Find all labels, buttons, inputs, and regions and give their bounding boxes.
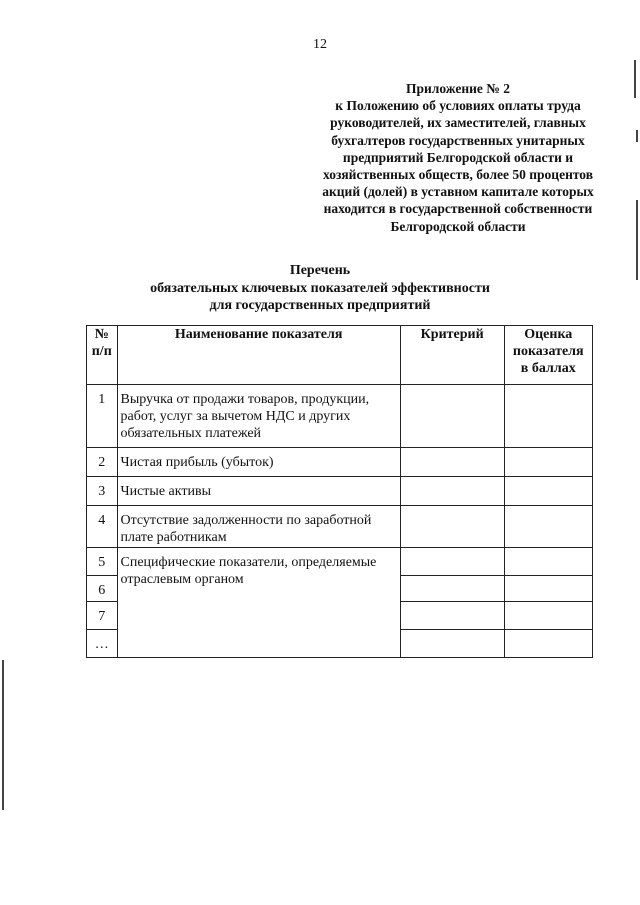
title-line: для государственных предприятий xyxy=(209,298,431,313)
row-criterion xyxy=(400,576,504,602)
row-criterion xyxy=(400,477,504,506)
row-score xyxy=(504,630,593,658)
header-number-line1: № xyxy=(94,327,109,342)
row-indicator-name: Выручка от продажи товаров, продукции, работ, услуг за вычетом НДС и других обязательных платежей xyxy=(117,385,400,448)
row-number: 4 xyxy=(87,506,118,548)
row-number: 2 xyxy=(87,448,118,477)
row-number: 3 xyxy=(87,477,118,506)
scan-edge-mark xyxy=(634,60,636,98)
table-header-row xyxy=(87,326,593,385)
appendix-line: бухгалтеров государственных унитарных xyxy=(331,132,585,148)
header-number-line2: п/п xyxy=(91,344,112,359)
row-criterion xyxy=(400,448,504,477)
row-score xyxy=(504,506,593,548)
row-score xyxy=(504,477,593,506)
appendix-caption xyxy=(318,80,598,235)
title-line: обязательных ключевых показателей эффективности xyxy=(150,280,490,296)
row-number: 7 xyxy=(87,602,118,630)
header-score-line3: в баллах xyxy=(520,361,576,376)
row-criterion xyxy=(400,506,504,548)
row-criterion xyxy=(400,548,504,576)
header-name: Наименование показателя xyxy=(117,326,400,385)
appendix-line: руководителей, их заместителей, главных xyxy=(330,115,586,131)
header-number xyxy=(87,326,118,385)
row-score xyxy=(504,448,593,477)
row-criterion xyxy=(400,630,504,658)
appendix-line: акций (долей) в уставном капитале которых xyxy=(322,184,594,200)
appendix-line: предприятий Белгородской области и xyxy=(342,149,574,165)
row-score xyxy=(504,576,593,602)
appendix-line: находится в государственной собственности xyxy=(323,201,593,217)
table-row xyxy=(87,477,593,506)
appendix-line: хозяйственных обществ, более 50 процентов xyxy=(322,167,594,183)
appendix-line: Приложение № 2 xyxy=(406,81,510,96)
row-score xyxy=(504,548,593,576)
row-score xyxy=(504,385,593,448)
header-score-line1: Оценка xyxy=(524,327,573,342)
appendix-line: к Положению об условиях оплаты труда xyxy=(335,98,581,114)
table-row xyxy=(87,548,593,576)
table-row xyxy=(87,448,593,477)
row-number: 1 xyxy=(87,385,118,448)
document-title xyxy=(0,262,640,315)
table-row xyxy=(87,506,593,548)
appendix-line: Белгородской области xyxy=(390,218,526,234)
header-criterion: Критерий xyxy=(400,326,504,385)
scan-edge-mark xyxy=(636,200,638,280)
page-number: 12 xyxy=(313,37,327,52)
header-score-line2: показателя xyxy=(512,344,584,359)
scan-edge-mark xyxy=(2,660,4,810)
row-number: 6 xyxy=(87,576,118,602)
title-line: Перечень xyxy=(289,263,351,278)
row-indicator-name: Чистая прибыль (убыток) xyxy=(117,448,400,477)
scan-edge-mark xyxy=(636,130,638,142)
row-indicator-name: Специфические показатели, определяемые отраслевым органом xyxy=(117,548,400,658)
row-criterion xyxy=(400,385,504,448)
row-indicator-name: Отсутствие задолженности по заработной плате работникам xyxy=(117,506,400,548)
header-score xyxy=(504,326,593,385)
row-number: … xyxy=(87,630,118,658)
table-row xyxy=(87,385,593,448)
row-criterion xyxy=(400,602,504,630)
row-indicator-name: Чистые активы xyxy=(117,477,400,506)
row-score xyxy=(504,602,593,630)
row-number: 5 xyxy=(87,548,118,576)
indicators-table xyxy=(86,325,593,658)
